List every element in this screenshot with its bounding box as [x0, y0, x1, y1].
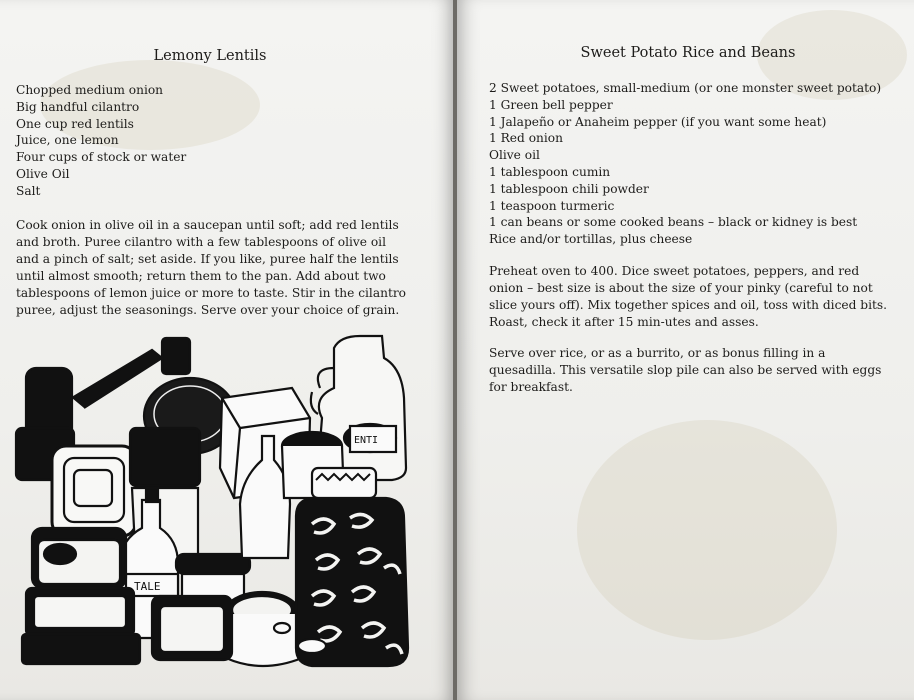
ingredient-item: 1 tablespoon chili powder [489, 181, 649, 196]
recipe-title-lemony-lentils: Lemony Lentils [153, 48, 267, 64]
recipe-instructions: Preheat oven to 400. Dice sweet potatoes, peppers, and red onion – best size is about the size of your pinky (careful to not slice yours off). Mix together spices and oil, toss with diced bits. Roast, check it after 15 min-utes and asses. [489, 264, 888, 329]
ingredient-list [16, 82, 186, 200]
ingredient-item: 1 can beans or some cooked beans – black or kidney is best [489, 215, 858, 230]
ingredient-item: Juice, one lemon [16, 133, 119, 148]
ingredient-item: Big handful cilantro [16, 99, 140, 114]
ingredient-list [489, 80, 881, 248]
ingredient-item: 1 teaspoon turmeric [489, 198, 615, 213]
left-page [0, 0, 455, 700]
ingredient-item: Olive Oil [16, 166, 70, 181]
ingredient-item: One cup red lentils [16, 116, 134, 131]
ingredient-item: Salt [16, 183, 41, 198]
tale-label: TALE [134, 580, 161, 593]
ingredient-item: Olive oil [489, 148, 540, 163]
ingredient-item: Chopped medium onion [16, 83, 164, 97]
recipe-title-sweet-potato: Sweet Potato Rice and Beans [580, 45, 796, 61]
serving-suggestion: Serve over rice, or as a burrito, or as bonus filling in a quesadilla. This versatile slop pile can also be served with eggs for breakfast. [489, 346, 882, 394]
ingredient-item: 1 Red onion [489, 131, 563, 146]
ingredient-item: 1 Jalapeño or Anaheim pepper (if you want some heat) [489, 114, 827, 129]
paper-stain [577, 420, 837, 640]
ingredient-item: Rice and/or tortillas, plus cheese [489, 232, 693, 247]
ingredient-item: 1 Green bell pepper [489, 97, 613, 112]
ingredient-item: Four cups of stock or water [16, 150, 187, 165]
recipe-instructions: Cook onion in olive oil in a saucepan until soft; add red lentils and broth. Puree cilantro with a few tablespoons of olive oil and a pinch of salt; set aside. If you like, puree half the lentils until almost smooth; return them to the pan. Add about two tablespoons of lemon juice or more to taste. Stir in the cilantro puree, adjust the seasonings. Serve over your choice of grain. [16, 218, 406, 317]
enti-label: ENTI [354, 435, 379, 446]
ingredient-item: 1 tablespoon cumin [489, 164, 611, 179]
kitchen-containers-illustration [12, 328, 422, 673]
ingredient-item: 2 Sweet potatoes, small-medium (or one monster sweet potato) [489, 81, 882, 95]
right-page [457, 0, 914, 700]
